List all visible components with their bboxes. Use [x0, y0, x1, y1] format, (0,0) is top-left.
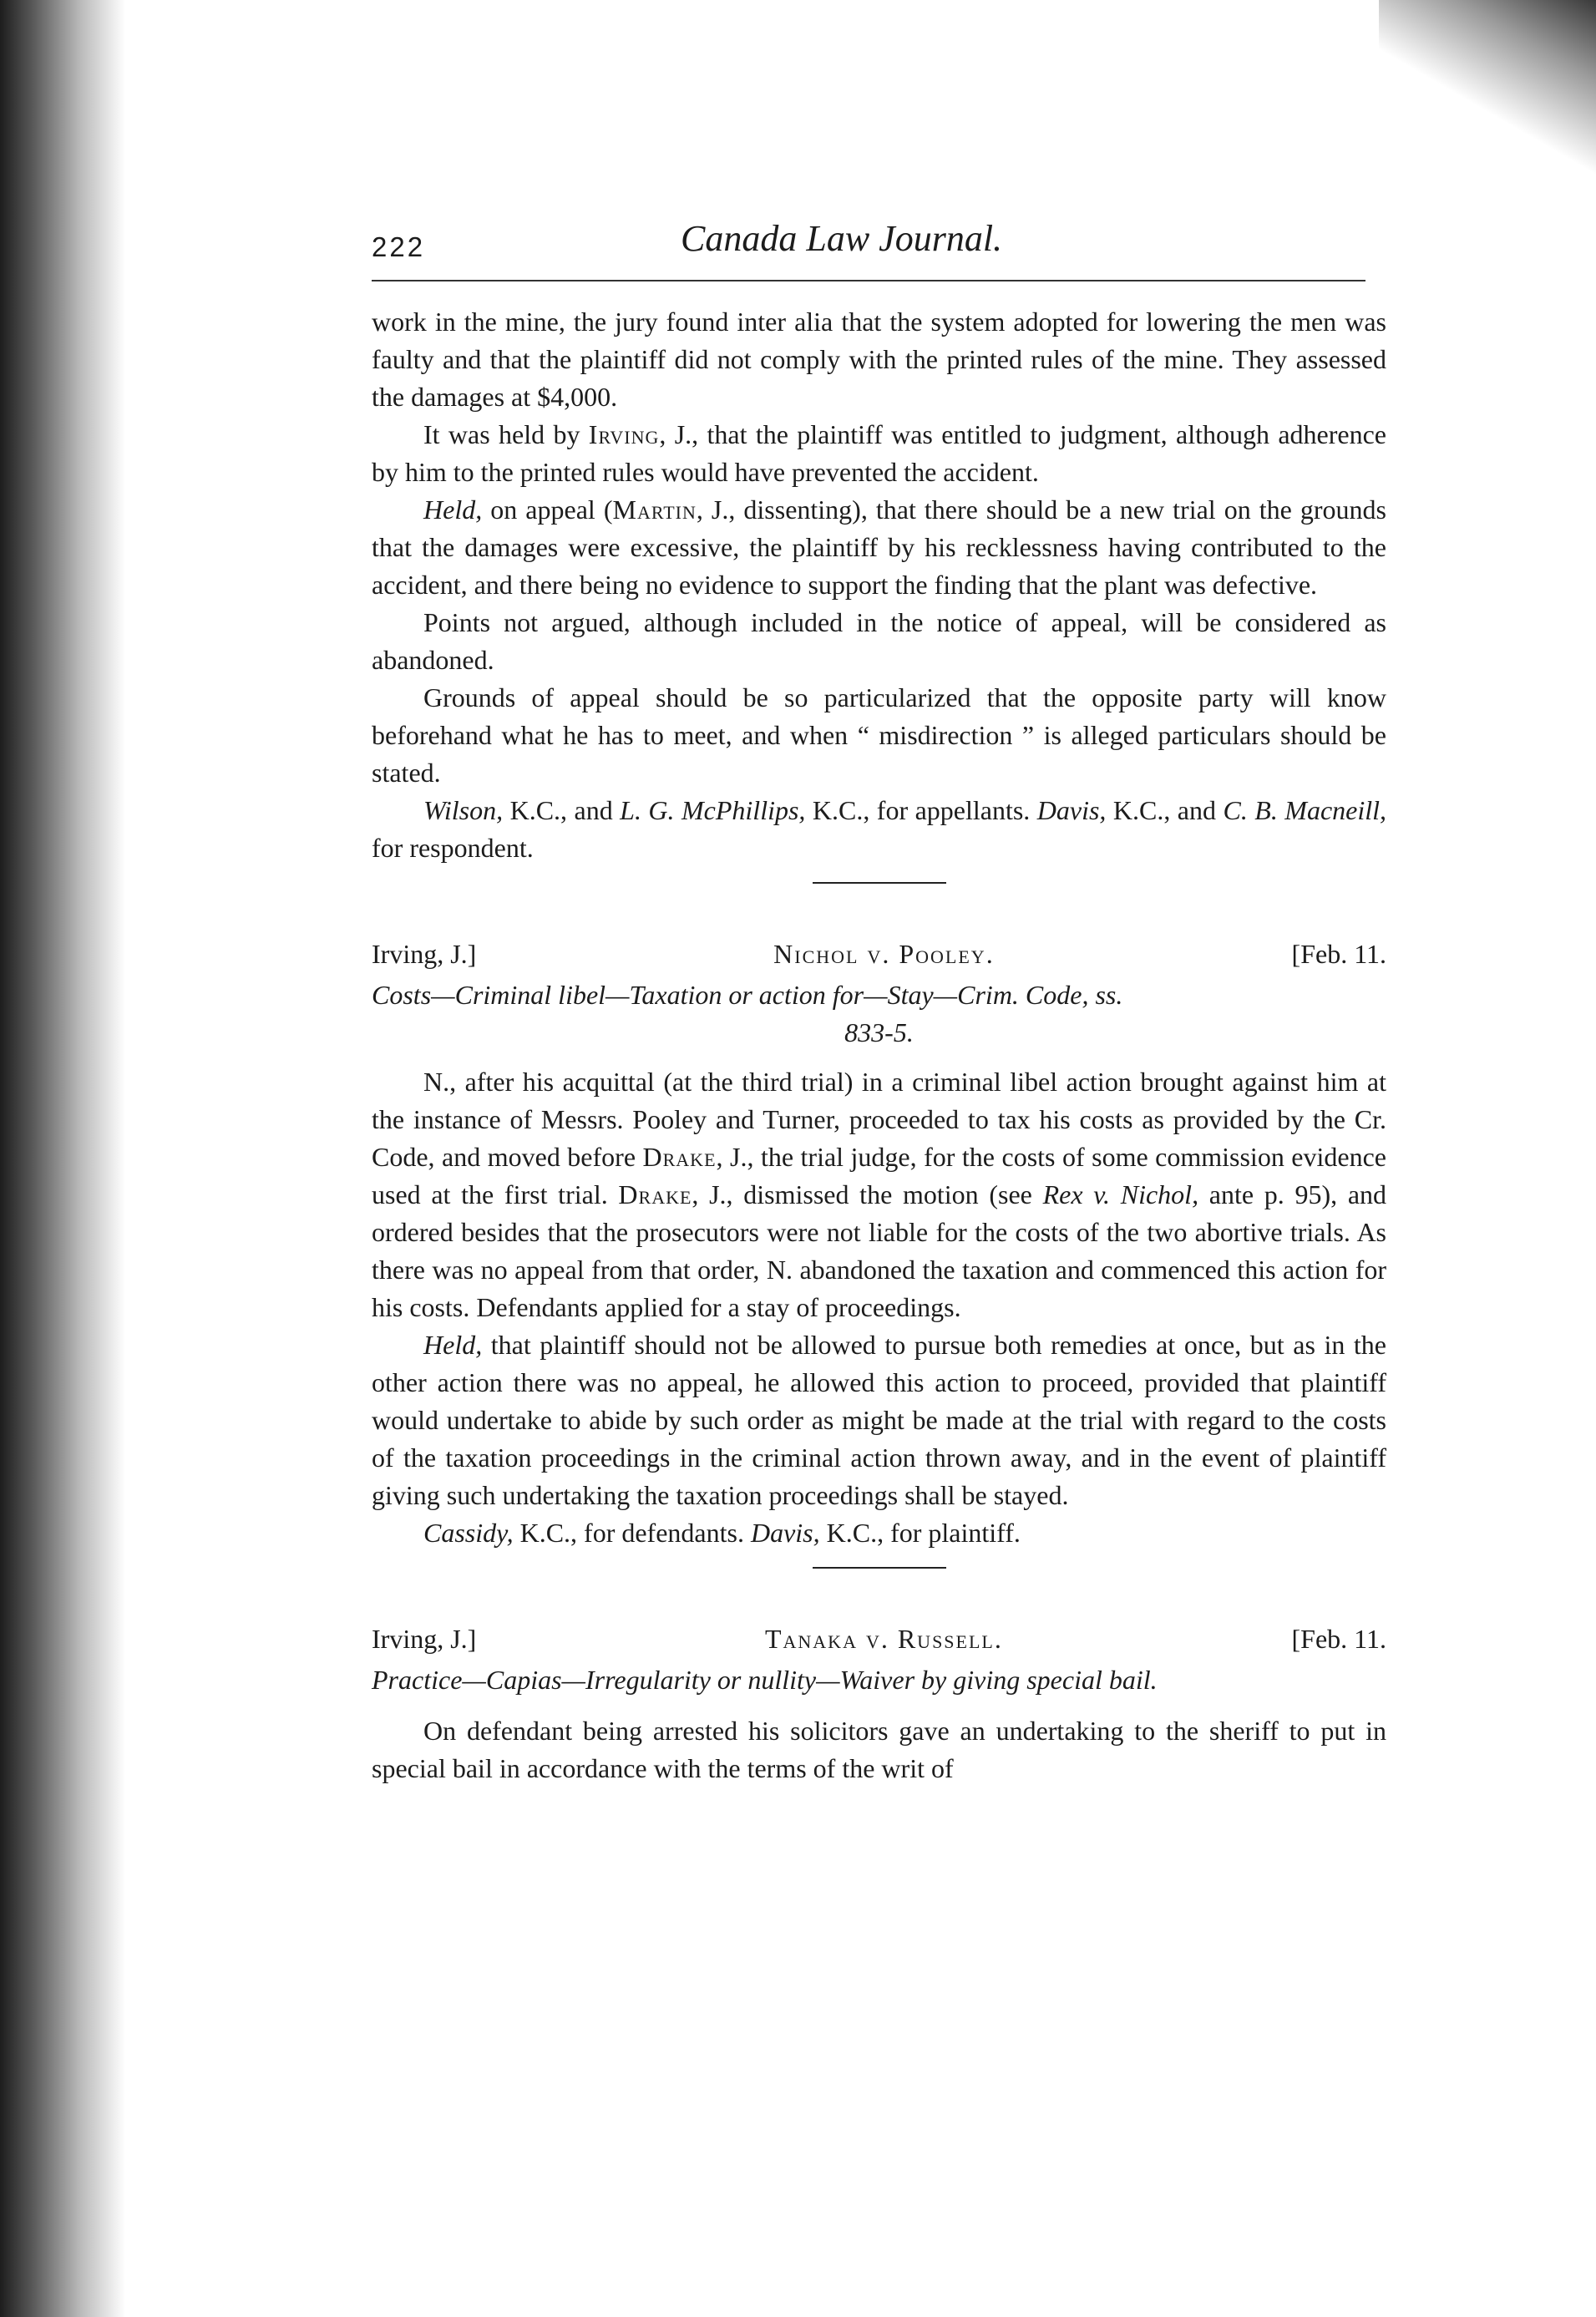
text-run: K.C., for plaintiff.	[819, 1518, 1021, 1548]
counsel-name: L. G. McPhillips,	[620, 795, 806, 825]
case-heading	[372, 935, 1386, 973]
counsel-name: Cassidy,	[423, 1518, 514, 1548]
held-label: Held,	[423, 1330, 483, 1360]
counsel-line	[372, 792, 1386, 867]
held-label: Held,	[423, 494, 483, 525]
text-run: , J., the trial judge, for the costs of some commission evidence used at the first trial.	[372, 1142, 1387, 1209]
judge-name: Drake	[642, 1142, 717, 1172]
judge-name: Irving	[588, 419, 660, 449]
counsel-line	[372, 1514, 1386, 1552]
paragraph	[372, 416, 1386, 491]
case-heading	[372, 1620, 1386, 1658]
paragraph	[372, 1326, 1386, 1514]
counsel-name: Davis,	[1036, 795, 1107, 825]
scan-binding-edge	[0, 0, 125, 2317]
running-header	[372, 213, 1365, 281]
paragraph	[372, 1063, 1386, 1326]
case-1-continuation	[372, 303, 1386, 867]
judge: Irving, J.]	[372, 939, 477, 969]
text-run: for respondent.	[372, 833, 534, 863]
paragraph: work in the mine, the jury found inter alia that the system adopted for lowering the men was faulty and that the plaintiff did not comply with the printed rules of the mine. They assessed the damages at $4,000.	[372, 307, 1386, 412]
text-run: K.C., for appellants.	[805, 795, 1037, 825]
judge-name: Martin	[612, 494, 697, 525]
section-divider	[813, 882, 946, 884]
text-run: K.C., and	[1106, 795, 1224, 825]
case-date: [Feb. 11.	[1291, 939, 1386, 969]
counsel-name: C. B. Macneill,	[1223, 795, 1387, 825]
paragraph: Points not argued, although included in the notice of appeal, will be considered as abandoned.	[372, 607, 1386, 675]
judge-name: Drake	[618, 1179, 692, 1209]
text-run: on appeal (	[482, 494, 613, 525]
journal-title: Canada Law Journal.	[681, 218, 1003, 259]
text-run: K.C., for defendants.	[513, 1518, 751, 1548]
case-3	[372, 1620, 1386, 1787]
case-citation: Rex v. Nichol,	[1042, 1179, 1199, 1209]
text-run: ante p. 95), and ordered besides that the prosecutors were not liable for the costs of the two abortive trials. As there was no appeal from that order, N. abandoned the taxation and commenced this action for his costs. Defendants applied for a stay of proceedings.	[372, 1179, 1387, 1322]
page-number: 222	[372, 231, 426, 262]
paragraph	[372, 491, 1386, 604]
text-run: , J., dismissed the motion (see	[692, 1179, 1043, 1209]
headnote-continuation: 833-5.	[844, 1017, 914, 1047]
scan-corner-shadow	[1379, 0, 1596, 192]
paragraph: On defendant being arrested his solicitors gave an undertaking to the sheriff to put in special bail in accordance with the terms of the writ of	[372, 1716, 1386, 1783]
counsel-name: Davis,	[750, 1518, 820, 1548]
page	[372, 213, 1386, 1787]
text-run: K.C., and	[503, 795, 621, 825]
case-name: Nichol v. Pooley.	[773, 939, 995, 969]
paragraph: Grounds of appeal should be so particularized that the opposite party will know beforehand what he has to meet, and when “ misdirection ” is alleged particulars should be stated.	[372, 682, 1386, 788]
text-run: N., after his acquittal (at the third trial) in a criminal libel action brought against him at the instance of Messrs. Pooley and Turner, proceeded to tax his costs as provided by the Cr. Code, and moved before	[372, 1067, 1386, 1172]
counsel-name: Wilson,	[423, 795, 504, 825]
text-run: It was held by	[423, 419, 589, 449]
text-run: , J., that the plaintiff was entitled to judgment, although adherence by him to the printed rules would have prevented the accident.	[372, 419, 1387, 487]
case-name: Tanaka v. Russell.	[764, 1624, 1003, 1654]
case-2	[372, 935, 1386, 1552]
judge: Irving, J.]	[372, 1624, 477, 1654]
section-divider	[813, 1567, 946, 1569]
text-run: , J., dissenting), that there should be a new trial on the grounds that the damages were excessive, the plaintiff by his recklessness having contributed to the accident, and there being no evidence to support the finding that the plant was defective.	[372, 494, 1387, 600]
headnote: Practice—Capias—Irregularity or nullity—Waiver by giving special bail.	[372, 1665, 1158, 1695]
headnote: Costs—Criminal libel—Taxation or action for—Stay—Crim. Code, ss.	[372, 980, 1123, 1010]
text-run: that plaintiff should not be allowed to pursue both remedies at once, but as in the other action there was no appeal, he allowed this action to proceed, provided that plaintiff would undertake to abide by such order as might be made at the trial with regard to the costs of the taxation proceedings in the criminal action thrown away, and in the event of plaintiff giving such undertaking the taxation proceedings shall be stayed.	[372, 1330, 1386, 1510]
case-date: [Feb. 11.	[1291, 1624, 1386, 1654]
